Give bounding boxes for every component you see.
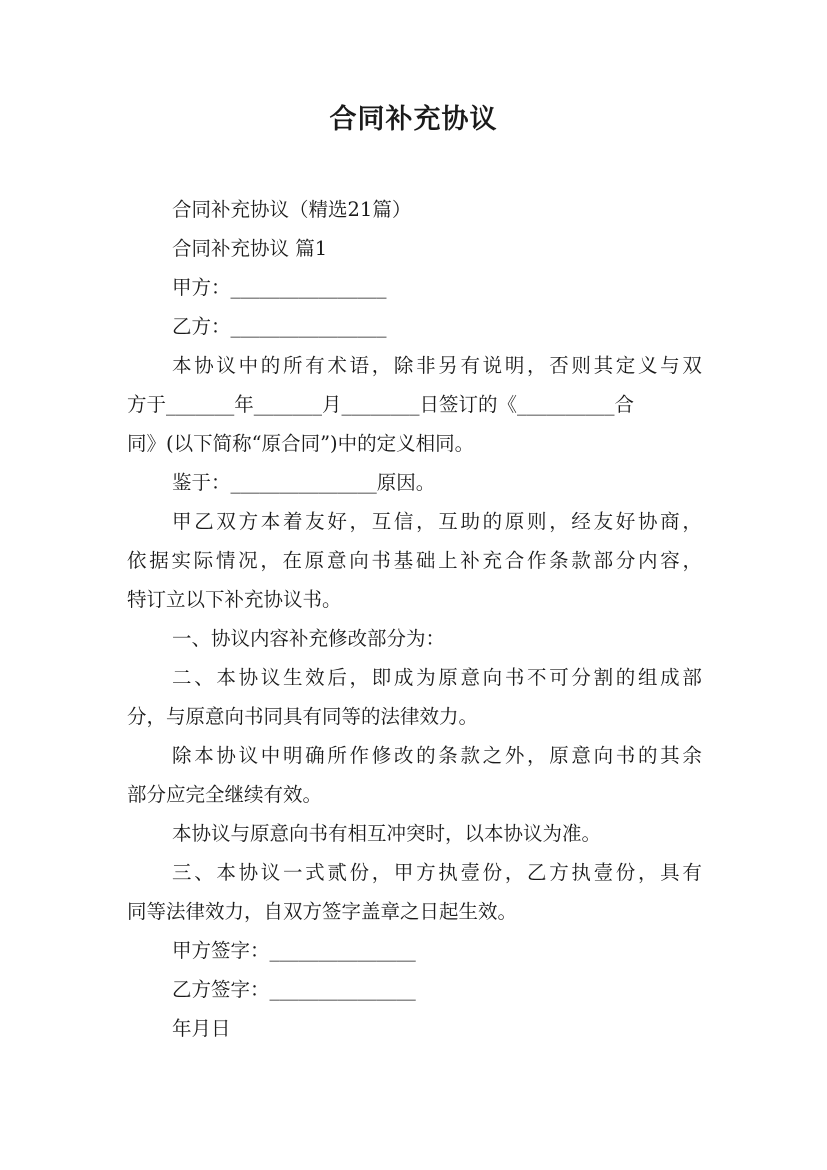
document-line: 方于_______年_______月________日签订的《__________合 <box>127 393 635 416</box>
document-line: 本 协 议 中 的 所 有 术 语 ， 除 非 另 有 说 明 ， 否 则 其 定 义 与 双 <box>172 354 702 377</box>
document-line: 一、协议内容补充修改部分为： <box>172 627 446 650</box>
document-line: 乙方：________________ <box>172 315 387 338</box>
document-line: 合同补充协议（精选21篇） <box>172 198 412 221</box>
document-line: 年月日 <box>172 1017 231 1040</box>
document-line: 合同补充协议 篇1 <box>172 237 328 260</box>
document-line: 甲方：________________ <box>172 276 387 299</box>
document-line: 甲方签字：_______________ <box>172 939 416 962</box>
document-line: 本协议与原意向书有相互冲突时，以本协议为准。 <box>172 822 602 845</box>
document-line: 二 、 本 协 议 生 效 后 ， 即 成 为 原 意 向 书 不 可 分 割 的 组 成 部 <box>172 666 702 689</box>
document-line: 同等法律效力，自双方签字盖章之日起生效。 <box>127 900 518 923</box>
document-line: 分，与原意向书同具有同等的法律效力。 <box>127 705 479 728</box>
document-line: 鉴于：_______________原因。 <box>172 471 436 494</box>
document-line: 同》(以下简称“原合同”)中的定义相同。 <box>127 432 475 455</box>
document-line: 特订立以下补充协议书。 <box>127 588 342 611</box>
document-line: 依 据 实 际 情 况 ， 在 原 意 向 书 基 础 上 补 充 合 作 条 款 部 分 内 容 ， <box>127 549 702 572</box>
document-title: 合同补充协议 <box>329 104 498 135</box>
document-line: 部分应完全继续有效。 <box>127 783 323 806</box>
document-line: 甲 乙 双 方 本 着 友 好 ， 互 信 ， 互 助 的 原 则 ， 经 友 好 协 商 ， <box>172 510 702 533</box>
document-body <box>127 190 702 1048</box>
document-line: 除 本 协 议 中 明 确 所 作 修 改 的 条 款 之 外 ， 原 意 向 书 的 其 余 <box>172 744 702 767</box>
document-line: 乙方签字：_______________ <box>172 978 416 1001</box>
document-line: 三 、 本 协 议 一 式 贰 份 ， 甲 方 执 壹 份 ， 乙 方 执 壹 份 ， 具 有 <box>172 861 702 884</box>
